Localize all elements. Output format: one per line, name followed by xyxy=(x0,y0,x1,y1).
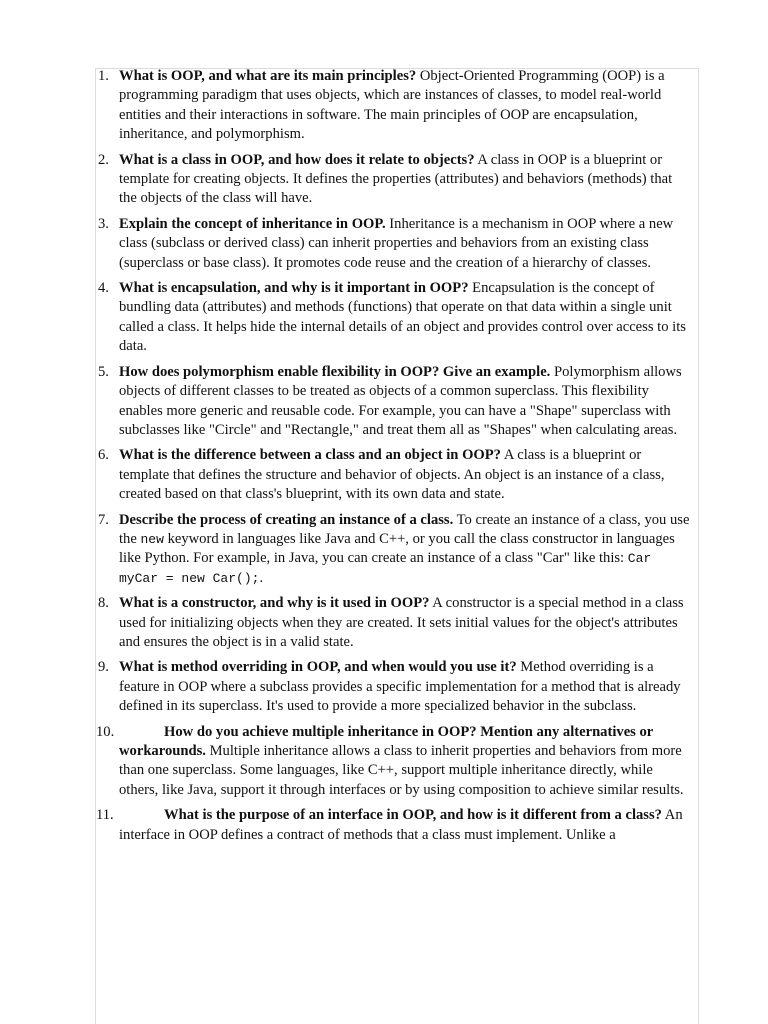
item-question: What is a class in OOP, and how does it relate to objects? xyxy=(119,151,475,168)
item-answer: A constructor is a special method in a class used for initializing objects when they are created. It sets initial values for the object's attributes and ensures the object is in a valid state. xyxy=(119,595,684,650)
item-number: 8. xyxy=(98,595,109,612)
item-answer-end: . xyxy=(259,569,264,586)
list-item xyxy=(98,363,692,441)
item-answer: Method overriding is a feature in OOP where a subclass provides a specific implementation for a method that is already defined in its superclass. It's used to provide a more specialized behavior in the subclass. xyxy=(119,659,681,715)
item-question: What is encapsulation, and why is it important in OOP? xyxy=(119,280,469,297)
list-item xyxy=(98,658,692,716)
item-question: How do you achieve multiple inheritance in OOP? Mention any alternatives or workarounds. xyxy=(119,723,654,759)
item-question: What is the purpose of an interface in OOP, and how is it different from a class? xyxy=(164,807,662,824)
item-question: Explain the concept of inheritance in OOP. xyxy=(119,215,386,232)
item-number: 4. xyxy=(98,280,109,297)
item-answer: Inheritance is a mechanism in OOP where a new class (subclass or derived class) can inherit properties and behaviors from an existing class (superclass or base class). It promotes code reuse and the creation of a hierarchy of classes. xyxy=(119,215,674,271)
list-item xyxy=(98,594,692,652)
item-answer: An interface in OOP defines a contract of methods that a class must implement. Unlike a xyxy=(119,807,683,843)
qa-list xyxy=(98,67,692,851)
item-number: 6. xyxy=(98,447,109,464)
item-number: 9. xyxy=(98,659,109,676)
list-item xyxy=(98,446,692,504)
item-number: 3. xyxy=(98,215,109,232)
item-question: How does polymorphism enable flexibility in OOP? Give an example. xyxy=(119,363,551,380)
list-item xyxy=(98,215,692,273)
item-answer: A class is a blueprint or template that defines the structure and behavior of objects. An object is an instance of a class, created based on that class's blueprint, with its own data and state. xyxy=(119,447,665,503)
item-question: What is OOP, and what are its main principles? xyxy=(119,68,417,84)
item-answer: Multiple inheritance allows a class to inherit properties and behaviors from more than one superclass. Some languages, like C++, support multiple inheritance directly, while others, like Java, support it through interfaces or by using composition to achieve similar results. xyxy=(119,743,684,798)
list-item xyxy=(98,806,692,845)
item-number: 11. xyxy=(96,807,114,824)
item-question: What is the difference between a class and an object in OOP? xyxy=(119,447,501,464)
item-answer: Object-Oriented Programming (OOP) is a programming paradigm that uses objects, which are instances of classes, to model real-world entities and their interactions in software. The main principles of OOP are encapsulation, inheritance, and polymorphism. xyxy=(119,68,665,143)
item-number: 1. xyxy=(98,68,109,84)
item-question: What is a constructor, and why is it used in OOP? xyxy=(119,595,430,612)
item-number: 7. xyxy=(98,511,109,528)
item-answer-part1: To create an instance of a class, you use the xyxy=(119,511,690,547)
list-item xyxy=(98,151,692,209)
code-keyword: new xyxy=(140,531,164,547)
item-question: What is method overriding in OOP, and when would you use it? xyxy=(119,659,517,676)
item-number: 5. xyxy=(98,363,109,380)
item-answer-part2: keyword in languages like Java and C++, or you call the class constructor in languages like Python. For example, in Java, you can create an instance of a class "Car" like this: xyxy=(119,530,675,567)
item-question: Describe the process of creating an instance of a class. xyxy=(119,511,454,528)
list-item xyxy=(98,723,692,801)
list-item xyxy=(98,279,692,357)
item-answer: A class in OOP is a blueprint or template for creating objects. It defines the properties (attributes) and behaviors (methods) that the objects of the class will have. xyxy=(119,151,673,207)
list-item xyxy=(98,67,692,145)
list-item xyxy=(98,511,692,589)
item-answer: Encapsulation is the concept of bundling data (attributes) and methods (functions) that operate on that data within a single unit called a class. It helps hide the internal details of an object and provides control over access to its data. xyxy=(119,280,686,355)
item-number: 10. xyxy=(96,723,115,740)
code-example: Car myCar = new Car(); xyxy=(119,551,652,586)
item-answer: Polymorphism allows objects of different classes to be treated as objects of a common superclass. This flexibility enables more generic and reusable code. For example, you can have a "Shape" superclass with subclasses like "Circle" and "Rectangle," and treat them all as "Shapes" when calculating areas. xyxy=(119,363,682,438)
item-number: 2. xyxy=(98,151,109,168)
